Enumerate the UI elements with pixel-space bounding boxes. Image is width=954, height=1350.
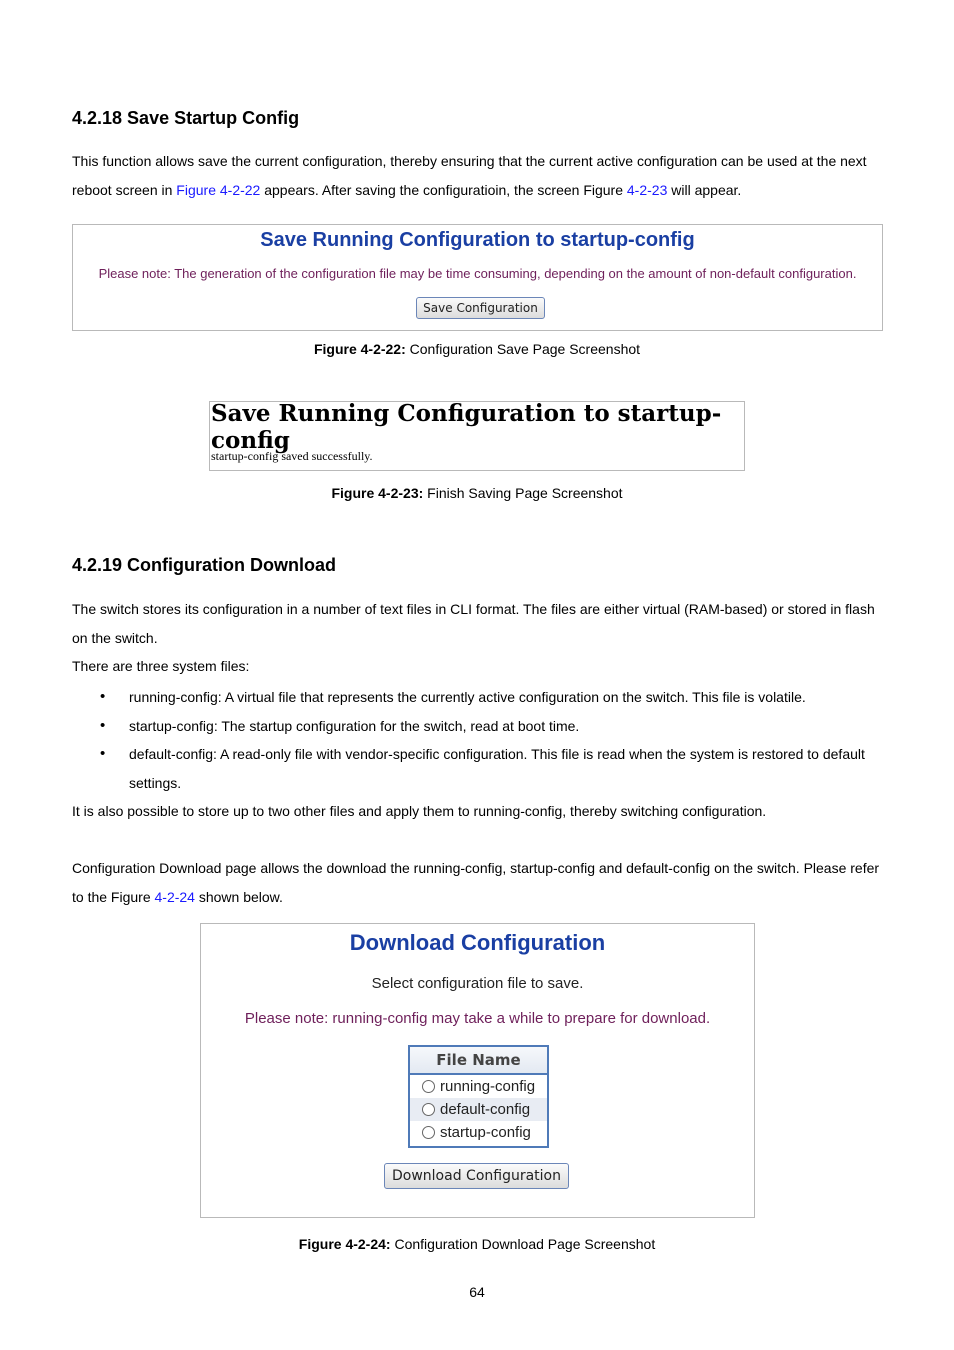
file-option-running-config[interactable] <box>410 1075 547 1098</box>
file-option-label: startup-config <box>440 1124 531 1141</box>
other-files-paragraph: It is also possible to store up to two other files and apply them to running-config, thereby switching configuration. <box>72 803 767 819</box>
caption-text: Configuration Download Page Screenshot <box>390 1236 656 1252</box>
file-option-label: default-config <box>440 1101 531 1118</box>
list-item: • running-config: A virtual file that represents the currently active configuration on the switch. This file is volatile. <box>72 683 887 712</box>
save-success-message: startup-config saved successfully. <box>211 449 373 463</box>
save-finished-title: Save Running Configuration to startup-config <box>211 400 722 454</box>
download-configuration-button[interactable]: Download Configuration <box>384 1163 569 1189</box>
section-heading-save-startup-config: 4.2.18 Save Startup Config <box>72 108 300 128</box>
page-number: 64 <box>469 1284 485 1300</box>
figure-4-2-24-link[interactable]: 4-2-24 <box>154 888 195 905</box>
download-text-a: Configuration Download page allows the download the running-config, startup-config and default-config on the switch. Please refer to the Figure <box>72 860 880 905</box>
caption-text: Finish Saving Page Screenshot <box>423 485 623 501</box>
caption-label: Figure 4-2-22: <box>313 341 406 357</box>
save-configuration-button[interactable]: Save Configuration <box>416 297 545 319</box>
radio-button-icon[interactable] <box>422 1126 435 1139</box>
file-option-startup-config[interactable] <box>410 1121 547 1144</box>
intro-text-c: will appear. <box>667 181 742 198</box>
file-name-header: File Name <box>410 1047 547 1075</box>
system-files-list <box>72 683 887 797</box>
download-text-b: shown below. <box>194 888 283 905</box>
figure-4-2-22-caption <box>0 341 954 357</box>
download-page-paragraph <box>72 854 887 911</box>
save-config-title: Save Running Configuration to startup-config <box>260 229 695 251</box>
file-option-default-config[interactable] <box>410 1098 547 1121</box>
download-config-screenshot <box>200 923 755 1218</box>
download-config-subtitle: Select configuration file to save. <box>371 975 584 992</box>
figure-4-2-23-caption <box>0 485 954 501</box>
section-intro-paragraph <box>72 147 887 204</box>
list-item: • startup-config: The startup configuration for the switch, read at boot time. <box>72 712 887 741</box>
caption-label: Figure 4-2-24: <box>298 1236 391 1252</box>
radio-button-icon[interactable] <box>422 1103 435 1116</box>
save-finished-screenshot <box>209 401 745 471</box>
section-heading-configuration-download: 4.2.19 Configuration Download <box>72 555 337 575</box>
save-config-screenshot <box>72 224 883 331</box>
figure-4-2-23-link[interactable]: 4-2-23 <box>626 181 668 198</box>
figure-4-2-24-caption <box>0 1236 954 1252</box>
system-files-intro: There are three system files: <box>72 658 250 674</box>
caption-text: Configuration Save Page Screenshot <box>405 341 641 357</box>
intro-text-b: appears. After saving the configuratioin, the screen Figure <box>260 181 627 198</box>
download-config-title: Download Configuration <box>349 930 606 955</box>
caption-label: Figure 4-2-23: <box>331 485 424 501</box>
list-item: • default-config: A read-only file with vendor-specific configuration. This file is read when the system is restored to default settings. <box>72 740 887 797</box>
file-name-table <box>408 1045 549 1148</box>
radio-button-icon[interactable] <box>422 1080 435 1093</box>
download-description: The switch stores its configuration in a number of text files in CLI format. The files are either virtual (RAM-based) or stored in flash on the switch. <box>72 601 875 646</box>
save-config-note: Please note: The generation of the configuration file may be time consuming, depending on the amount of non-default configuration. <box>98 266 857 281</box>
intro-text-a: This function allows save the current configuration, thereby ensuring that the current active configuration can be used at the next reboot screen in <box>72 153 867 198</box>
figure-4-2-22-link[interactable]: Figure 4-2-22 <box>176 181 261 198</box>
file-option-label: running-config <box>440 1078 536 1095</box>
download-config-note: Please note: running-config may take a while to prepare for download. <box>244 1010 711 1027</box>
